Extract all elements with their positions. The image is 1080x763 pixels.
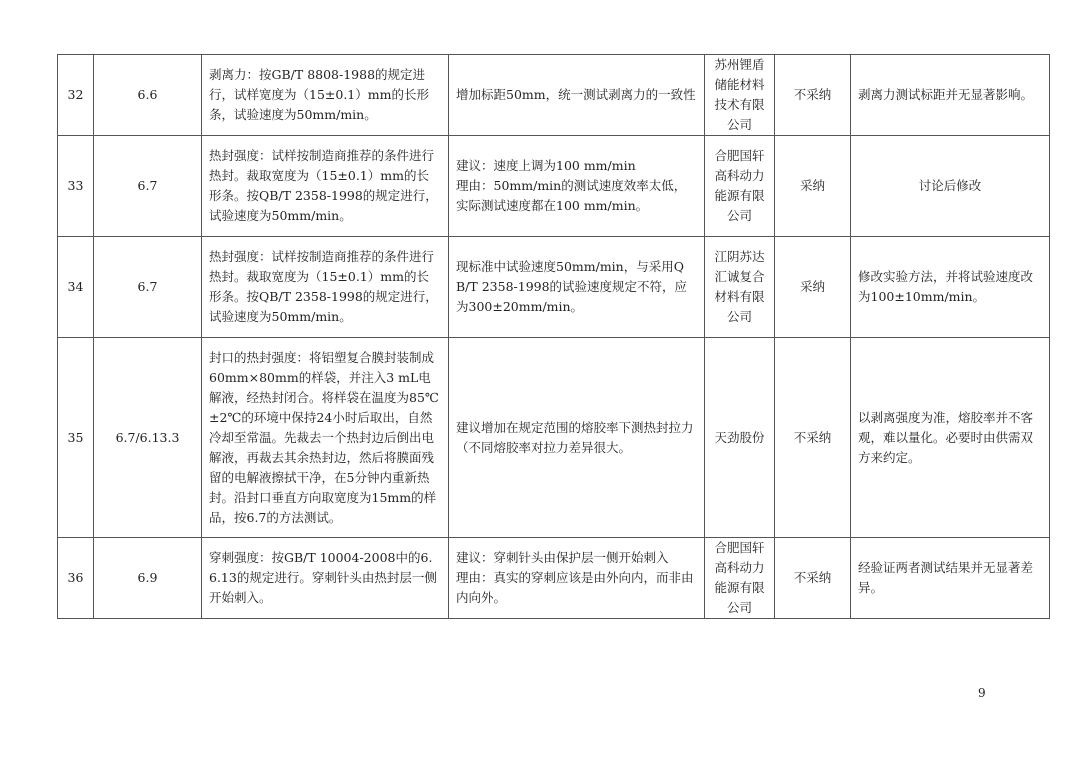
decision: 采纳 [775,237,851,338]
row-number: 35 [58,338,94,538]
proposing-organization: 天劲股份 [705,338,775,538]
table-row [58,55,1050,136]
original-text: 热封强度：试样按制造商推荐的条件进行热封。裁取宽度为（15±0.1）mm的长形条。按QB/T 2358-1998的规定进行，试验速度为50mm/min。 [202,136,449,237]
row-number: 34 [58,237,94,338]
suggestion-text: 建议：穿刺针头由保护层一侧开始刺入 理由：真实的穿刺应该是由外向内，而非由内向外。 [449,538,705,619]
suggestion-text: 建议：速度上调为100 mm/min 理由：50mm/min的测试速度效率太低，实际测试速度都在100 mm/min。 [449,136,705,237]
handling-note: 以剥离强度为准，熔胶率并不客观，难以量化。必要时由供需双方来约定。 [851,338,1050,538]
proposing-organization: 苏州锂盾 储能材料 技术有限 公司 [705,55,775,136]
clause-number: 6.9 [94,538,202,619]
comment-table [57,54,1050,619]
decision: 不采纳 [775,538,851,619]
clause-number: 6.7 [94,136,202,237]
original-text: 剥离力：按GB/T 8808-1988的规定进行，试样宽度为（15±0.1）mm的长形条，试验速度为50mm/min。 [202,55,449,136]
decision: 不采纳 [775,55,851,136]
proposing-organization: 合肥国轩 高科动力 能源有限 公司 [705,538,775,619]
table-row [58,136,1050,237]
table-row [58,538,1050,619]
clause-number: 6.6 [94,55,202,136]
suggestion-text: 增加标距50mm，统一测试剥离力的一致性 [449,55,705,136]
page-number: 9 [978,686,986,700]
original-text: 封口的热封强度：将铝塑复合膜封装制成60mm×80mm的样袋，并注入3 mL电解液，经热封闭合。将样袋在温度为85℃±2℃的环境中保持24小时后取出，自然冷却至常温。先裁去一个热封边后倒出电解液，再裁去其余热封边，然后将膜面残留的电解液擦拭干净，在5分钟内重新热封。沿封口垂直方向取宽度为15mm的样品，按6.7的方法测试。 [202,338,449,538]
handling-note: 剥离力测试标距并无显著影响。 [851,55,1050,136]
suggestion-text: 建议增加在规定范围的熔胶率下测热封拉力（不同熔胶率对拉力差异很大。 [449,338,705,538]
row-number: 32 [58,55,94,136]
handling-note: 修改实验方法，并将试验速度改为100±10mm/min。 [851,237,1050,338]
row-number: 36 [58,538,94,619]
original-text: 穿刺强度：按GB/T 10004-2008中的6.6.13的规定进行。穿刺针头由热封层一侧开始刺入。 [202,538,449,619]
proposing-organization: 合肥国轩 高科动力 能源有限 公司 [705,136,775,237]
decision: 不采纳 [775,338,851,538]
clause-number: 6.7/6.13.3 [94,338,202,538]
handling-note: 讨论后修改 [851,136,1050,237]
suggestion-text: 现标准中试验速度50mm/min，与采用QB/T 2358-1998的试验速度规定不符，应为300±20mm/min。 [449,237,705,338]
original-text: 热封强度：试样按制造商推荐的条件进行热封。裁取宽度为（15±0.1）mm的长形条。按QB/T 2358-1998的规定进行，试验速度为50mm/min。 [202,237,449,338]
clause-number: 6.7 [94,237,202,338]
table-row [58,237,1050,338]
proposing-organization: 江阴苏达 汇诚复合 材料有限 公司 [705,237,775,338]
handling-note: 经验证两者测试结果并无显著差异。 [851,538,1050,619]
table-row [58,338,1050,538]
row-number: 33 [58,136,94,237]
decision: 采纳 [775,136,851,237]
